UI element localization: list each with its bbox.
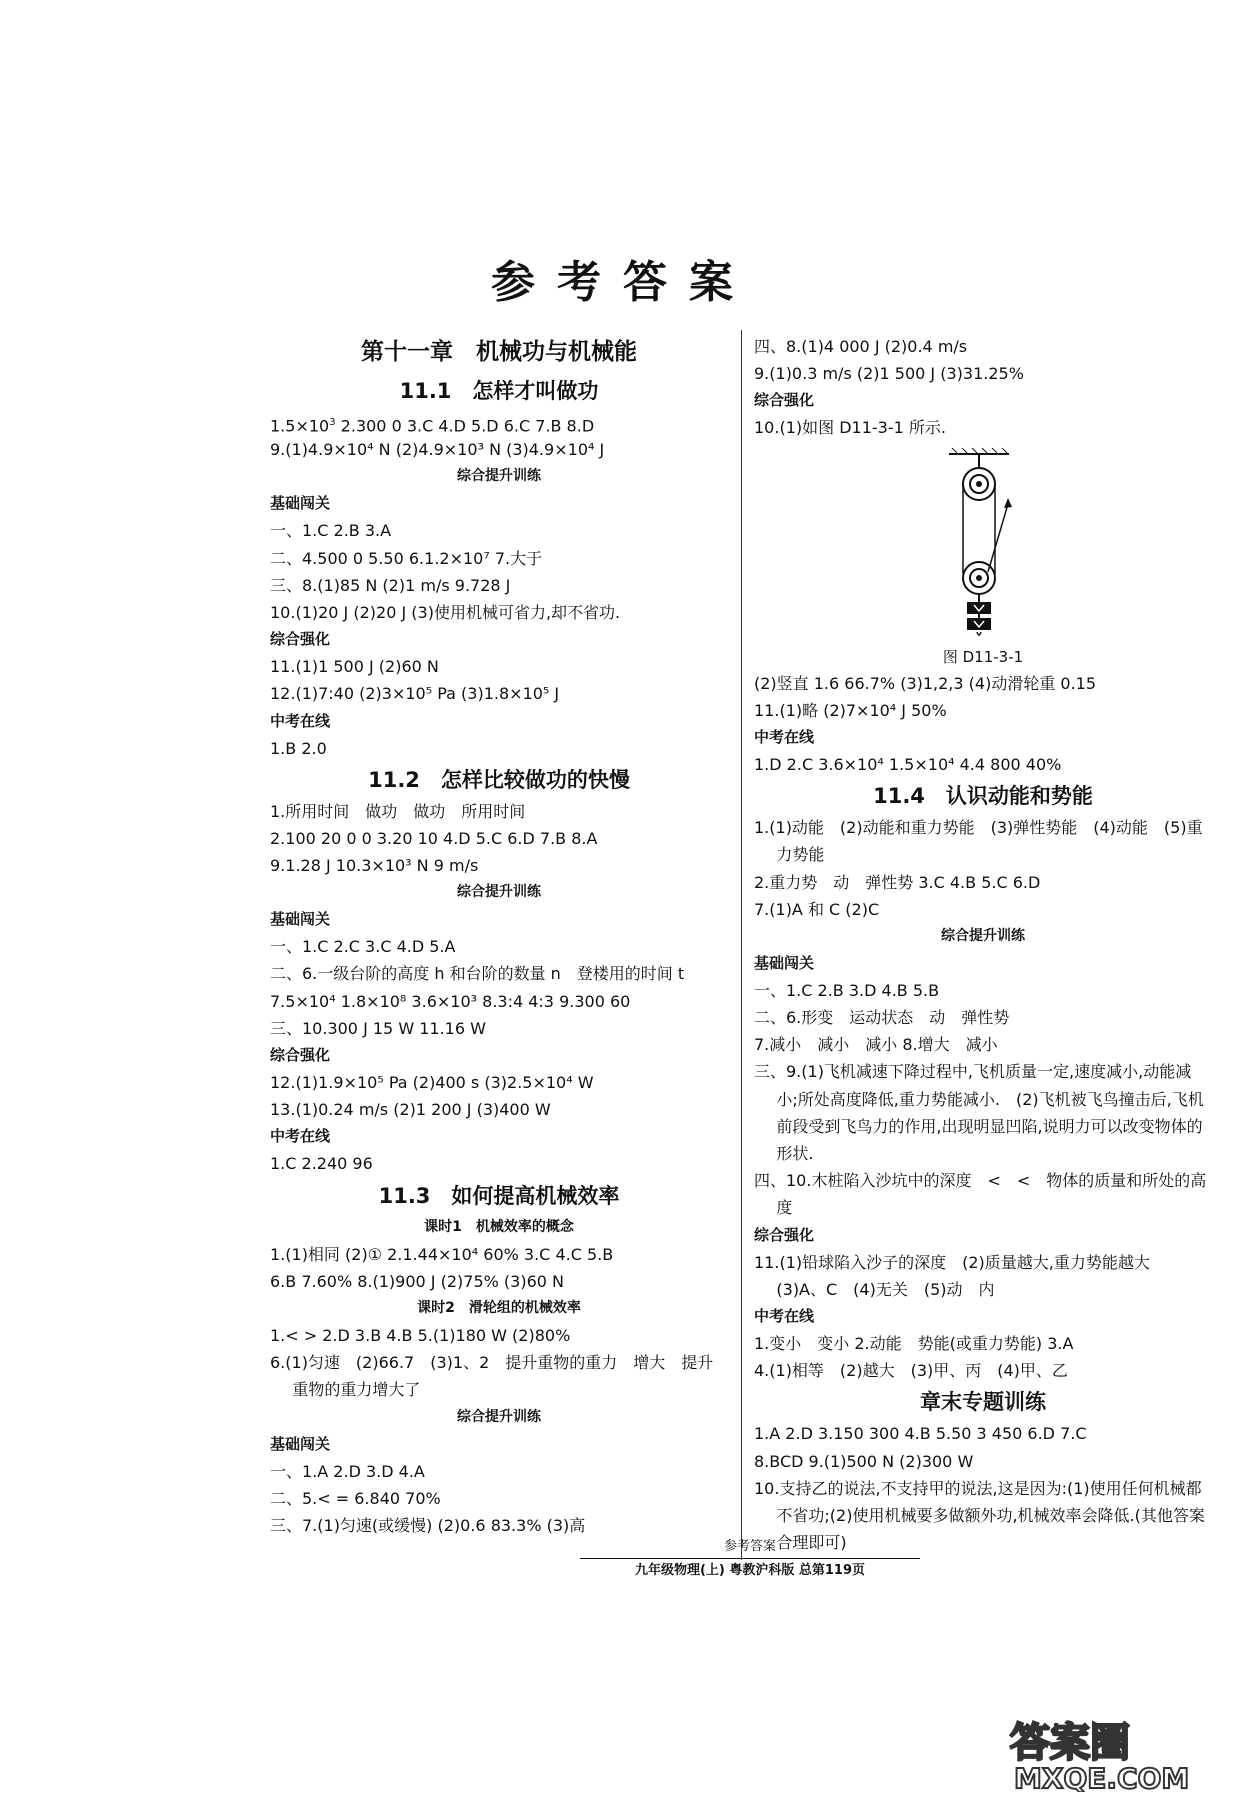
- answer-line: 13.(1)0.24 m/s (2)1 200 J (3)400 W: [270, 1100, 551, 1120]
- answer-line: 一、1.C 2.C 3.C 4.D 5.A: [270, 937, 456, 957]
- label-strong: 综合强化: [270, 1046, 331, 1064]
- answer-line: 12.(1)1.9×10⁵ Pa (2)400 s (3)2.5×10⁴ W: [270, 1073, 594, 1092]
- answer-line: 9.(1)4.9×10⁴ N (2)4.9×10³ N (3)4.9×10⁴ J: [270, 440, 605, 460]
- pulley-figure: [754, 446, 1212, 642]
- footer-bottom: 九年级物理(上) 粤教沪科版 总第119页: [634, 1563, 866, 1578]
- footer-top: 参考答案: [723, 1539, 776, 1554]
- answer-line: 二、4.500 0 5.50 6.1.2×10⁷ 7.大于: [270, 548, 543, 568]
- label-basic: 基础闯关: [270, 910, 331, 929]
- label-exam: 中考在线: [270, 711, 331, 730]
- left-column: [270, 333, 728, 1539]
- section-title-review: 章末专题训练: [920, 1390, 1046, 1415]
- answer-line: 三、10.300 J 15 W 11.16 W: [270, 1018, 486, 1038]
- answer-line: 2.重力势 动 弹性势 3.C 4.B 5.C 6.D: [754, 872, 1041, 892]
- subsection-title: 综合提升训练: [941, 927, 1025, 944]
- section-title-11-2: 11.2 怎样比较做功的快慢: [368, 767, 630, 792]
- answer-line: 一、1.C 2.B 3.D 4.B 5.B: [754, 980, 940, 1000]
- answer-line: 6.B 7.60% 8.(1)900 J (2)75% (3)60 N: [270, 1271, 564, 1291]
- answer-line: 1.变小 变小 2.动能 势能(或重力势能) 3.A: [754, 1334, 1074, 1354]
- chapter-title: 第十一章 机械功与机械能: [361, 339, 637, 365]
- answer-line: 四、8.(1)4 000 J (2)0.4 m/s: [754, 337, 968, 356]
- section-title-11-3: 11.3 如何提高机械效率: [378, 1183, 620, 1208]
- answer-line: 三、7.(1)匀速(或缓慢) (2)0.6 83.3% (3)高: [270, 1515, 586, 1535]
- figure-caption: 图 D11-3-1: [942, 647, 1024, 666]
- answer-line: 1.C 2.240 96: [270, 1154, 373, 1174]
- section-title-11-1: 11.1 怎样才叫做功: [399, 379, 599, 403]
- answer-line: 11.(1)略 (2)7×10⁴ J 50%: [754, 700, 947, 720]
- column-divider: [741, 330, 742, 1560]
- label-basic: 基础闯关: [270, 494, 331, 513]
- answer-line: 二、6.一级台阶的高度 h 和台阶的数量 n 登楼用的时间 t: [270, 964, 685, 984]
- answer-line: (2)竖直 1.6 66.7% (3)1,2,3 (4)动滑轮重 0.15: [754, 673, 1097, 693]
- answer-line: 9.1.28 J 10.3×10³ N 9 m/s: [270, 856, 479, 876]
- answer-line: 6.(1)匀速 (2)66.7 (3)1、2 提升重物的重力 增大 提升重物的重力增大了: [270, 1353, 714, 1400]
- answer-line: 1.(1)动能 (2)动能和重力势能 (3)弹性势能 (4)动能 (5)重力势能: [754, 818, 1203, 865]
- page-title: 参考答案: [491, 257, 755, 308]
- label-exam: 中考在线: [754, 727, 815, 746]
- answer-line: 1.(1)相同 (2)① 2.1.44×10⁴ 60% 3.C 4.C 5.B: [270, 1244, 614, 1264]
- lesson-title: 课时1 机械效率的概念: [424, 1218, 574, 1235]
- section-title-11-4: 11.4 认识动能和势能: [873, 784, 1093, 809]
- lesson-title: 课时2 滑轮组的机械效率: [417, 1299, 581, 1316]
- answer-line: 11.(1)铅球陷入沙子的深度 (2)质量越大,重力势能越大 (3)A、C (4)无关 (5)动 内: [754, 1252, 1166, 1299]
- label-exam: 中考在线: [754, 1307, 815, 1326]
- label-basic: 基础闯关: [270, 1434, 331, 1453]
- answer-line: 二、5.< = 6.840 70%: [270, 1488, 441, 1508]
- answer-line: 8.BCD 9.(1)500 N (2)300 W: [754, 1451, 974, 1471]
- watermark-url: MXQE.COM: [1014, 1762, 1190, 1792]
- label-strong: 综合强化: [754, 391, 815, 410]
- answer-line: 9.(1)0.3 m/s (2)1 500 J (3)31.25%: [754, 364, 1024, 384]
- label-exam: 中考在线: [270, 1127, 331, 1146]
- answer-line: 一、1.C 2.B 3.A: [270, 521, 392, 541]
- answer-line: 10.支持乙的说法,不支持甲的说法,这是因为:(1)使用任何机械都不省功;(2)使用机械要多做额外功,机械效率会降低.(其他答案合理即可): [754, 1478, 1205, 1553]
- answer-line: 7.5×10⁴ 1.8×10⁸ 3.6×10³ 8.3:4 4:3 9.300 60: [270, 991, 631, 1011]
- page-footer: [580, 1538, 920, 1581]
- subsection-title: 综合提升训练: [457, 1408, 541, 1425]
- answer-line: 一、1.A 2.D 3.D 4.A: [270, 1461, 425, 1481]
- answer-line: 二、6.形变 运动状态 动 弹性势: [754, 1008, 1010, 1028]
- subsection-title: 综合提升训练: [457, 468, 541, 485]
- watermark-cn: 答案圈: [1010, 1720, 1130, 1766]
- watermark-logo-icon: [1000, 1712, 1236, 1792]
- answer-line: 7.(1)A 和 C (2)C: [754, 899, 880, 919]
- answer-line: 三、9.(1)飞机减速下降过程中,飞机质量一定,速度减小,动能减小;所处高度降低,重力势能减小. (2)飞机被飞鸟撞击后,飞机前段受到飞鸟力的作用,出现明显凹陷,说明力可以改变物体的形状.: [754, 1062, 1204, 1164]
- label-strong: 综合强化: [270, 630, 331, 649]
- right-column: [754, 333, 1212, 1556]
- answer-line: 10.(1)20 J (2)20 J (3)使用机械可省力,却不省功.: [270, 602, 621, 622]
- answer-line: 2.100 20 0 0 3.20 10 4.D 5.C 6.D 7.B 8.A: [270, 828, 598, 848]
- watermark-logo: [1000, 1712, 1236, 1792]
- answer-line: 1.A 2.D 3.150 300 4.B 5.50 3 450 6.D 7.C: [754, 1424, 1087, 1444]
- answer-line: 1.B 2.0: [270, 738, 327, 758]
- label-basic: 基础闯关: [754, 953, 815, 972]
- pulley-diagram: [934, 446, 1024, 642]
- label-strong: 综合强化: [754, 1225, 815, 1244]
- answer-line: 4.(1)相等 (2)越大 (3)甲、丙 (4)甲、乙: [754, 1361, 1068, 1381]
- answer-line: 10.(1)如图 D11-3-1 所示.: [754, 418, 946, 438]
- answer-line: 1.所用时间 做功 做功 所用时间: [270, 801, 526, 821]
- answer-line: 三、8.(1)85 N (2)1 m/s 9.728 J: [270, 575, 511, 595]
- answer-line: 12.(1)7:40 (2)3×10⁵ Pa (3)1.8×10⁵ J: [270, 684, 560, 704]
- answer-line: 11.(1)1 500 J (2)60 N: [270, 657, 439, 677]
- answer-line: $1.5\times 10^3$ 2.300 0 3.C 4.D 5.D 6.C 7.B 8.D: [270, 416, 595, 436]
- subsection-title: 综合提升训练: [457, 884, 541, 901]
- footer-rule: [580, 1558, 920, 1559]
- answer-line: 四、10.木桩陷入沙坑中的深度 < < 物体的质量和所处的高度: [754, 1171, 1207, 1218]
- answer-line: 1.< > 2.D 3.B 4.B 5.(1)180 W (2)80%: [270, 1325, 571, 1345]
- answer-line: 1.D 2.C 3.6×10⁴ 1.5×10⁴ 4.4 800 40%: [754, 754, 1062, 774]
- answer-line: 7.减小 减小 减小 8.增大 减小: [754, 1035, 998, 1055]
